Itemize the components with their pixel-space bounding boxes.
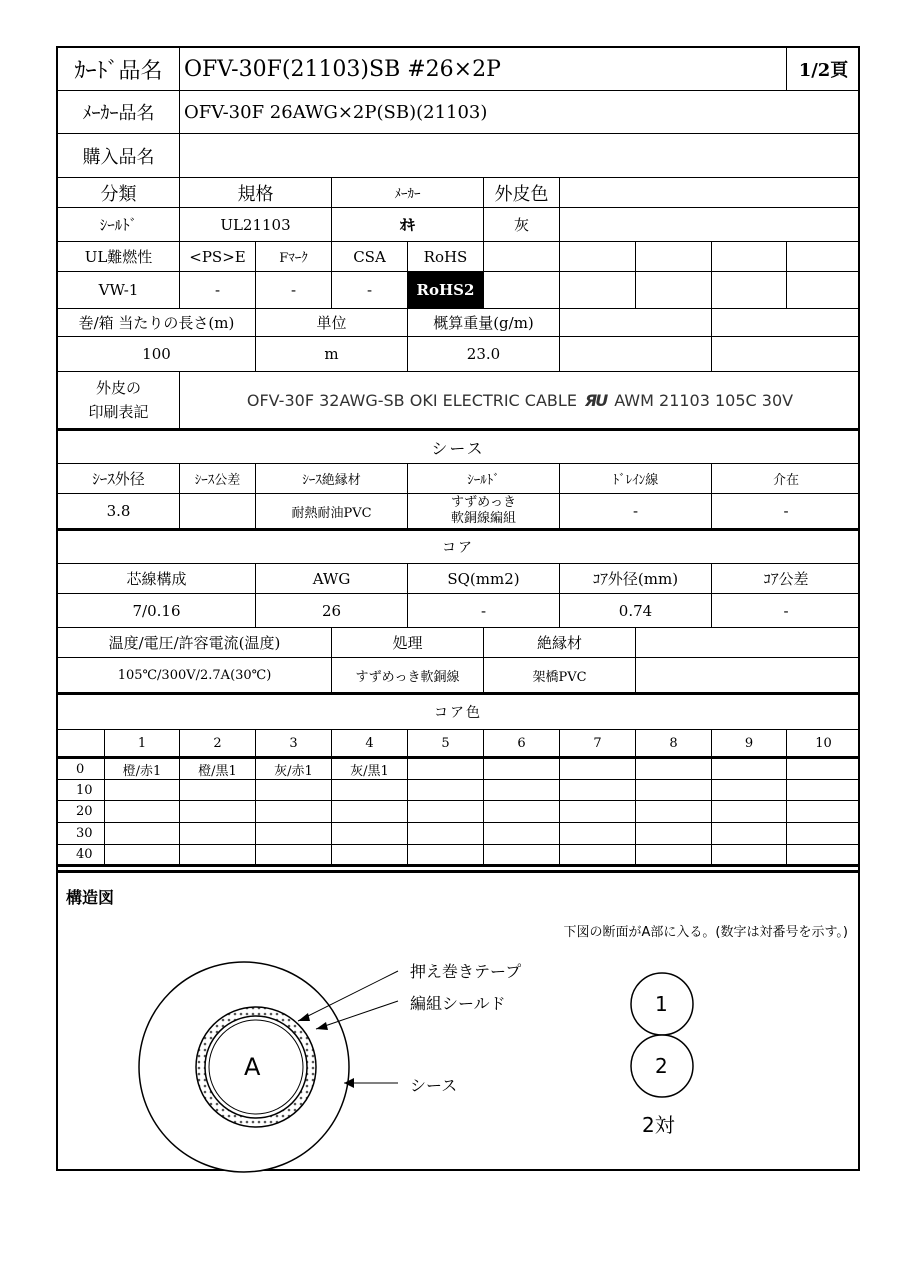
printing-text (179, 372, 860, 428)
color-grid-column-header: 10 (786, 730, 860, 756)
color-grid-cell (483, 823, 559, 844)
color-grid-column-header: 9 (711, 730, 786, 756)
sq-label: SQ(mm2) (407, 564, 559, 593)
certification-label-row (58, 242, 858, 272)
classification-label-row (58, 178, 858, 208)
sheath-od-label: ｼｰｽ外径 (92, 470, 145, 488)
pse-value: - (179, 272, 255, 308)
card-name-row (58, 48, 858, 91)
color-grid-cell (255, 823, 331, 844)
maker-name-value: OFV-30F 26AWG×2P(SB)(21103) (179, 91, 860, 133)
core-od-value: 0.74 (559, 594, 711, 627)
awg-value: 26 (255, 594, 407, 627)
color-grid-cell (483, 801, 559, 822)
color-grid-header-row (58, 730, 858, 759)
printing-text-after: AWM 21103 105C 30V (614, 390, 794, 410)
sq-value: - (407, 594, 559, 627)
color-grid-row (58, 823, 858, 845)
maker-label: ﾒｰｶｰ (331, 178, 483, 207)
rohs-badge: RoHS2 (407, 272, 483, 308)
ur-mark-icon: ЯU (584, 390, 607, 410)
color-grid-row-label: 0 (76, 761, 85, 777)
length-label-row (58, 309, 858, 337)
shield-value (407, 494, 559, 528)
treatment-label: 処理 (331, 628, 483, 657)
temp-voltage-label: 温度/電圧/許容電流(温度) (108, 634, 281, 652)
color-grid-cell (786, 823, 860, 844)
color-grid-cell (635, 759, 711, 779)
color-grid-cell (179, 845, 255, 864)
tape-label: 押え巻きテープ (410, 962, 522, 981)
color-grid-cell (104, 823, 179, 844)
ul-flame-label: UL難燃性 (84, 248, 153, 266)
core-value-row (58, 594, 858, 628)
length-blank-2 (711, 309, 860, 336)
unit-value: m (255, 337, 407, 371)
core-section-title: コア (58, 531, 858, 564)
core-header2-blank (635, 628, 860, 657)
shield-braid-label: 編組シールド (410, 994, 506, 1013)
printing-label-line1: 外皮の (95, 379, 141, 397)
color-grid-column-header: 8 (635, 730, 711, 756)
color-grid-row-label: 40 (76, 847, 93, 862)
pse-label: <PS>E (179, 242, 255, 271)
cert-blank-3 (635, 242, 711, 271)
color-grid-cell (407, 801, 483, 822)
sheath-diagram-label: シース (410, 1076, 458, 1095)
core-value2-row (58, 658, 858, 695)
color-grid-cell (179, 823, 255, 844)
shield-label: ｼｰﾙﾄﾞ (407, 464, 559, 493)
kikaku-label: 規格 (179, 178, 331, 207)
color-grid-cell (786, 845, 860, 864)
color-grid-cell (559, 780, 635, 800)
color-grid-cell (255, 801, 331, 822)
color-grid-cell (483, 759, 559, 779)
color-grid-row (58, 801, 858, 823)
cert-blank-5 (786, 242, 860, 271)
treatment-value: すずめっき軟銅線 (331, 658, 483, 692)
awg-label: AWG (255, 564, 407, 593)
color-grid-cell (711, 759, 786, 779)
purchase-name-value (179, 134, 860, 177)
classification-value-row (58, 208, 858, 242)
color-grid-cell (635, 823, 711, 844)
printing-text-before: OFV-30F 32AWG-SB OKI ELECTRIC CABLE (246, 390, 577, 410)
color-grid-cell (559, 823, 635, 844)
color-grid-column-header: 5 (407, 730, 483, 756)
sheath-od-value: 3.8 (106, 502, 131, 520)
unit-label: 単位 (255, 309, 407, 336)
color-grid-cell (331, 780, 407, 800)
color-grid-cell (331, 823, 407, 844)
maker-name-row (58, 91, 858, 134)
sheath-insulation-value: 耐熱耐油PVC (255, 494, 407, 528)
core-value2-blank (635, 658, 860, 692)
maker-name-label: ﾒｰｶｰ品名 (82, 103, 155, 124)
length-value-blank-2 (711, 337, 860, 371)
f-mark-label: Fﾏｰｸ (255, 242, 331, 271)
color-grid-column-header: 3 (255, 730, 331, 756)
color-grid-cell: 灰/赤1 (255, 759, 331, 779)
weight-label: 概算重量(g/m) (407, 309, 559, 336)
cross-section-drawing (58, 873, 858, 1173)
length-value-row (58, 337, 858, 372)
printing-label-line2: 印刷表記 (88, 403, 149, 421)
color-grid-cell (483, 845, 559, 864)
length-value: 100 (142, 345, 171, 363)
color-grid-cell (559, 801, 635, 822)
sheath-section-title: シース (58, 431, 858, 464)
insulation-value: 架橋PVC (483, 658, 635, 692)
bunrui-label: 分類 (100, 183, 137, 205)
color-grid-column-header: 7 (559, 730, 635, 756)
sheath-tolerance-label: ｼｰｽ公差 (179, 464, 255, 493)
sheath-value-row (58, 494, 858, 531)
pair-2-label: 2 (655, 1054, 668, 1078)
cert-value-blank-1 (483, 272, 559, 308)
color-grid-cell (407, 823, 483, 844)
color-grid-column-header: 2 (179, 730, 255, 756)
length-label: 巻/箱 当たりの長さ(m) (78, 314, 235, 332)
pair-caption: 2対 (642, 1113, 675, 1137)
cert-value-blank-5 (786, 272, 860, 308)
spec-sheet (56, 46, 860, 1171)
color-grid-cell (331, 845, 407, 864)
color-grid-cell (711, 780, 786, 800)
length-blank-1 (559, 309, 711, 336)
color-grid-cell (786, 780, 860, 800)
color-grid-cell (483, 780, 559, 800)
cert-value-blank-3 (635, 272, 711, 308)
color-grid-column-header: 4 (331, 730, 407, 756)
sheath-insulation-label: ｼｰｽ絶縁材 (255, 464, 407, 493)
page-number: 1/2頁 (786, 48, 860, 90)
color-grid-row-label: 30 (76, 826, 93, 841)
pair-1-label: 1 (655, 992, 668, 1016)
color-grid-cell (711, 845, 786, 864)
temp-voltage-value: 105℃/300V/2.7A(30℃) (117, 667, 272, 683)
color-grid-cell (104, 780, 179, 800)
color-grid-corner (58, 730, 104, 756)
csa-label: CSA (331, 242, 407, 271)
color-grid-cell: 橙/黒1 (179, 759, 255, 779)
drain-wire-value: - (559, 494, 711, 528)
filler-value: - (711, 494, 860, 528)
printing-row (58, 372, 858, 431)
core-tolerance-label: ｺｱ公差 (711, 564, 860, 593)
color-grid-cell (407, 845, 483, 864)
shield-value-line2: 軟銅線編組 (450, 511, 516, 526)
cert-value-blank-4 (711, 272, 786, 308)
color-grid-cell: 灰/黒1 (331, 759, 407, 779)
color-grid-cell (407, 759, 483, 779)
core-color-section-title: コア色 (58, 695, 858, 730)
cert-blank-4 (711, 242, 786, 271)
classification-value-blank (559, 208, 860, 241)
length-value-blank-1 (559, 337, 711, 371)
certification-value-row (58, 272, 858, 309)
color-grid-row-label: 10 (76, 782, 93, 798)
color-grid-cell (255, 845, 331, 864)
core-color-grid (58, 730, 858, 867)
color-value: 灰 (483, 208, 559, 241)
classification-blank (559, 178, 860, 207)
purchase-name-label: 購入品名 (82, 146, 155, 168)
color-grid-column-header: 1 (104, 730, 179, 756)
color-grid-cell (786, 759, 860, 779)
weight-value: 23.0 (407, 337, 559, 371)
printing-label (58, 372, 179, 428)
core-a-label: A (244, 1053, 261, 1081)
color-grid-row (58, 845, 858, 867)
cert-value-blank-2 (559, 272, 635, 308)
color-grid-cell (104, 845, 179, 864)
card-name-label: ｶｰﾄﾞ品名 (74, 58, 163, 84)
color-label: 外皮色 (483, 178, 559, 207)
color-grid-row (58, 759, 858, 780)
card-name-value: OFV-30F(21103)SB #26×2P (179, 48, 786, 90)
color-grid-cell (635, 801, 711, 822)
insulation-label: 絶縁材 (483, 628, 635, 657)
color-grid-column-header: 6 (483, 730, 559, 756)
maker-value: ｵｷ (331, 208, 483, 241)
color-grid-cell (255, 780, 331, 800)
color-grid-cell (407, 780, 483, 800)
rohs-label: RoHS (407, 242, 483, 271)
color-grid-cell (635, 780, 711, 800)
color-grid-cell (179, 801, 255, 822)
color-grid-cell (179, 780, 255, 800)
color-grid-row (58, 780, 858, 801)
filler-label: 介在 (711, 464, 860, 493)
core-header-row (58, 564, 858, 594)
diagram-note: 下図の断面がA部に入る。(数字は対番号を示す。) (563, 925, 848, 940)
cert-blank-2 (559, 242, 635, 271)
color-grid-cell: 橙/赤1 (104, 759, 179, 779)
core-tolerance-value: - (711, 594, 860, 627)
shield-value-line1: すずめっき (450, 495, 516, 510)
color-grid-cell (711, 823, 786, 844)
sheath-tolerance-value (179, 494, 255, 528)
purchase-name-row (58, 134, 858, 178)
color-grid-row-label: 20 (76, 804, 93, 819)
diagram-title: 構造図 (66, 888, 115, 907)
sheath-header-row (58, 464, 858, 494)
drain-wire-label: ﾄﾞﾚｲﾝ線 (559, 464, 711, 493)
bunrui-value: ｼｰﾙﾄﾞ (99, 216, 138, 234)
structure-diagram (58, 870, 858, 1169)
kikaku-value: UL21103 (179, 208, 331, 241)
ul-flame-value: VW-1 (98, 281, 139, 299)
color-grid-cell (559, 759, 635, 779)
strand-value: 7/0.16 (132, 601, 181, 620)
color-grid-cell (559, 845, 635, 864)
color-grid-cell (104, 801, 179, 822)
f-mark-value: - (255, 272, 331, 308)
color-grid-cell (711, 801, 786, 822)
color-grid-cell (331, 801, 407, 822)
color-grid-cell (786, 801, 860, 822)
core-header2-row (58, 628, 858, 658)
core-od-label: ｺｱ外径(mm) (559, 564, 711, 593)
color-grid-cell (635, 845, 711, 864)
strand-label: 芯線構成 (126, 570, 187, 588)
cert-blank-1 (483, 242, 559, 271)
csa-value: - (331, 272, 407, 308)
